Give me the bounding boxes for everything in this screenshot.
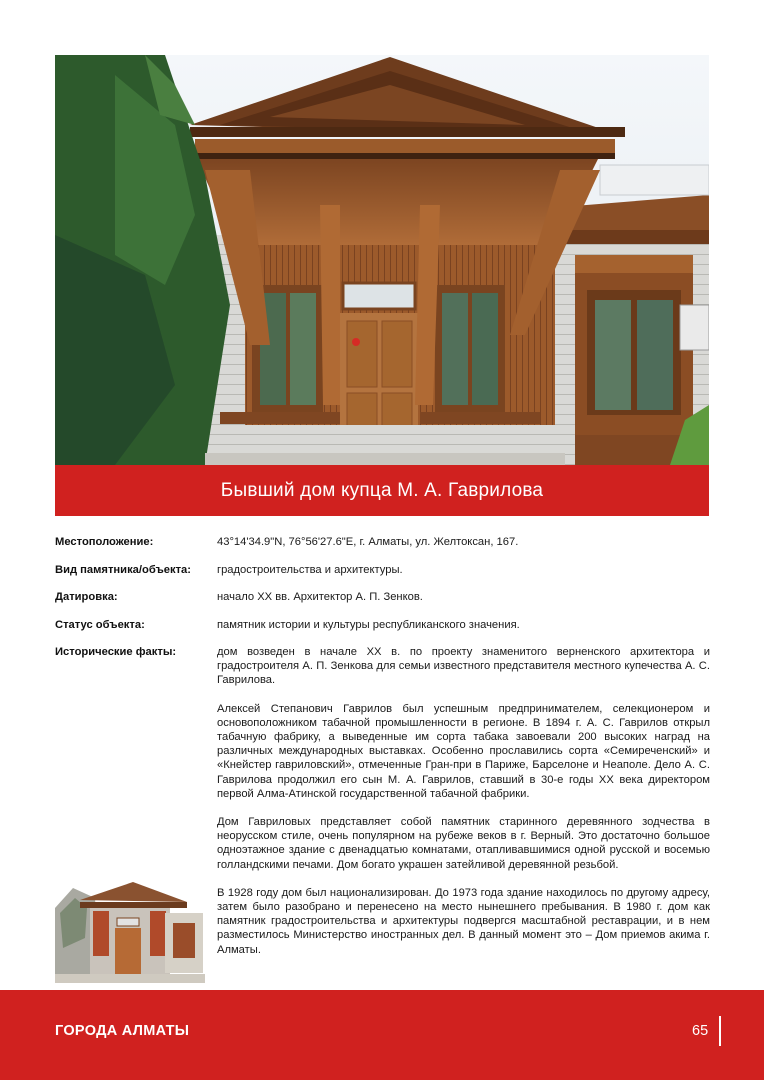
house-sketch [55, 878, 205, 983]
facts-text [217, 645, 710, 957]
field-label: Статус объекта: [55, 619, 145, 631]
field-value: 43°14'34.9"N, 76°56'27.6"E, г. Алматы, ул. Желтоксан, 167. [217, 536, 519, 548]
field-value: начало ХХ вв. Архитектор А. П. Зенков. [217, 591, 423, 603]
field-label: Местоположение: [55, 536, 154, 548]
footer-bar [0, 990, 764, 1080]
field-label: Датировка: [55, 591, 118, 603]
facts-paragraph: В 1928 году дом был национализирован. До 1973 года здание находилось по другому адресу, затем было разобрано и перенесено на место нынешнего пребывания. В 1980 г. дом как памятник градостроительства и архитектуры подвергся масштабной реставрации, и в нем разместилось Министерство иностранных дел. В данный момент это – Дом приемов акима г. Алматы. [217, 886, 710, 956]
field-label: Вид памятника/объекта: [55, 564, 191, 576]
caption-title: Бывший дом купца М. А. Гаврилова [220, 479, 544, 501]
house-sketch-illustration [55, 878, 205, 983]
house-photo [55, 55, 709, 465]
page-number: 65 [692, 1023, 709, 1039]
field-label: Исторические факты: [55, 646, 177, 658]
facts-paragraph: Дом Гавриловых представляет собой памятник старинного деревянного зодчества в неорусском стиле, очень популярном на рубеже веков в г. Верный. Это достаточно большое одноэтажное здание с двенадцатью комнатами, отапливавшимися одной русской и восемью голландскими печами. Дом богато украшен затейливой деревянной резьбой. [217, 816, 710, 871]
field-value: градостроительства и архитектуры. [217, 564, 403, 576]
photo-caption-bar [55, 465, 709, 516]
footer-divider [719, 1016, 721, 1046]
facts-paragraph: Алексей Степанович Гаврилов был успешным предпринимателем, селекционером и основоположником табачной промышленности в регионе. В 1894 г. А. С. Гаврилов открыл табачную фабрику, а выведенные им сорта табака завоевали 200 высоких наград на различных международных выставках. Особенно прославились сорта «Семиреченский» и «Кнейстер гавриловский», отмеченные Гран-при в Париже, Барселоне и Неаполе. Дело А. С. Гаврилова продолжил его сын М. А. Гаврилов, ставший в 30-е годы ХХ века директором первой Алма-Атинской государственной табачной фабрики. [217, 702, 710, 800]
house-illustration [55, 55, 709, 465]
footer-title: ГОРОДА АЛМАТЫ [55, 1023, 190, 1039]
field-value: памятник истории и культуры республиканского значения. [217, 619, 520, 631]
facts-paragraph: дом возведен в начале ХХ в. по проекту знаменитого верненского архитектора и градостроителя А. П. Зенкова для семьи известного представителя местного купечества А. С. Гаврилова. [217, 646, 710, 687]
